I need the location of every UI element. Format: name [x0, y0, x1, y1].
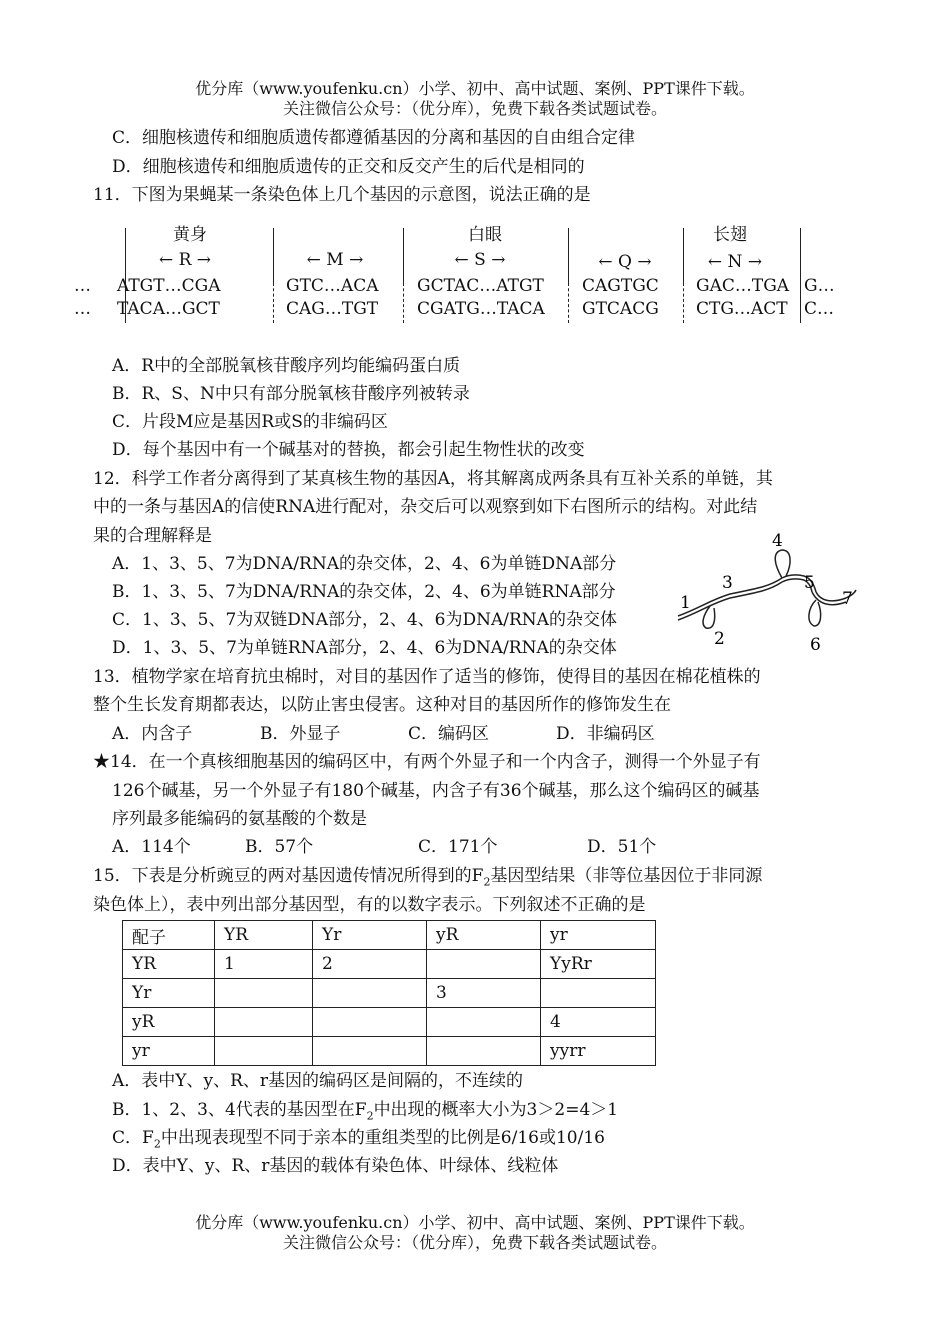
header-line-2: 关注微信公众号：（优分库），免费下载各类试题试卷。 [282, 99, 667, 118]
table-cell: YyRr [541, 950, 656, 979]
table-row [123, 1008, 656, 1037]
q14-option-d: D．51个 [587, 837, 657, 857]
q14-option-a: A．114个 [112, 837, 191, 857]
q12-option-c: C．1、3、5、7为双链DNA部分，2、4、6为DNA/RNA的杂交体 [112, 610, 617, 630]
table-header-cell: yr [541, 921, 656, 950]
gene-r-label: ← R → [158, 250, 212, 270]
strand-ellipsis: … [74, 299, 91, 319]
loop-2 [703, 606, 715, 628]
table-cell: 2 [313, 950, 427, 979]
top-strand-end: G… [804, 276, 835, 296]
footer-line-1: 优分库（www.youfenku.cn）小学、初中、高中试题、案例、PPT课件下载。 [195, 1213, 755, 1232]
gene-boundary-line [568, 228, 569, 283]
q14-stem-3: 序列最多能编码的氨基酸的个数是 [112, 809, 367, 829]
bottom-strand-r: TACA…GCT [117, 299, 220, 319]
figure-label-1: 1 [680, 593, 691, 613]
q12-stem-1: 12．科学工作者分离得到了某真核生物的基因A，将其解离成两条具有互补关系的单链，其 [93, 469, 773, 489]
table-cell [427, 1037, 541, 1066]
table-cell: Yr [123, 979, 215, 1008]
table-header-row [123, 921, 656, 950]
q14-stem-1: ★14．在一个真核细胞基因的编码区中，有两个外显子和一个内含子，测得一个外显子有 [93, 752, 761, 772]
table-cell: 4 [541, 1008, 656, 1037]
trait-long-wing: 长翅 [713, 225, 747, 245]
q13-option-a: A．内含子 [112, 724, 193, 744]
q11-option-d: D．每个基因中有一个碱基对的替换，都会引起生物性状的改变 [112, 440, 585, 460]
table-cell [215, 979, 313, 1008]
bottom-strand-q: GTCACG [582, 299, 659, 319]
table-header-cell: 配子 [123, 921, 215, 950]
gene-boundary-dashed [568, 283, 569, 323]
top-strand-q: CAGTGC [582, 276, 659, 296]
q15-stem-2: 染色体上），表中列出部分基因型，有的以数字表示。下列叙述不正确的是 [93, 895, 646, 915]
gene-boundary-dashed [683, 283, 684, 323]
gene-boundary-dashed [273, 283, 274, 323]
table-cell [541, 979, 656, 1008]
table-cell: 3 [427, 979, 541, 1008]
gene-boundary-dashed [403, 283, 404, 323]
table-cell: yyrr [541, 1037, 656, 1066]
q12-option-d: D．1、3、5、7为单链RNA部分，2、4、6为DNA/RNA的杂交体 [112, 638, 617, 658]
figure-label-6: 6 [810, 635, 821, 655]
q10-option-d: D．细胞核遗传和细胞质遗传的正交和反交产生的后代是相同的 [112, 157, 585, 177]
table-header-cell: YR [215, 921, 313, 950]
loop-6 [809, 600, 821, 626]
q15-option-c: C．$F_2$中出现表现型不同于亲本的重组类型的比例是6/16或10/16 [112, 1128, 605, 1151]
table-cell: yr [123, 1037, 215, 1066]
q11-option-a: A．R中的全部脱氧核苷酸序列均能编码蛋白质 [112, 356, 461, 376]
table-cell [427, 950, 541, 979]
q13-option-b: B．外显子 [260, 724, 341, 744]
q13-option-d: D．非编码区 [556, 724, 655, 744]
q15-stem-1: 15．下表是分析豌豆的两对基因遗传情况所得到的$F_2$基因型结果（非等位基因位于非同源 [93, 866, 763, 889]
q12-stem-2: 中的一条与基因A的信使RNA进行配对，杂交后可以观察到如下右图所示的结构。对此结 [93, 497, 758, 517]
q13-stem-2: 整个生长发育期都表达，以防止害虫侵害。这种对目的基因所作的修饰发生在 [93, 695, 671, 715]
q12-stem-3: 果的合理解释是 [93, 526, 212, 546]
table-cell: YR [123, 950, 215, 979]
table-cell: yR [123, 1008, 215, 1037]
top-strand-r: ATGT…CGA [117, 276, 221, 296]
strand-ellipsis: … [74, 276, 91, 296]
gene-boundary-line [403, 228, 404, 283]
table-row [123, 979, 656, 1008]
top-strand-s: GCTAC…ATGT [417, 276, 544, 296]
table-row [123, 950, 656, 979]
figure-label-2: 2 [714, 629, 725, 649]
gene-boundary-line [273, 228, 274, 283]
table-cell [313, 1008, 427, 1037]
q14-stem-2: 126个碱基，另一个外显子有180个碱基，内含子有36个碱基，那么这个编码区的碱基 [112, 781, 760, 801]
top-strand-n: GAC…TGA [696, 276, 790, 296]
bottom-strand-n: CTG…ACT [696, 299, 788, 319]
q12-option-a: A．1、3、5、7为DNA/RNA的杂交体，2、4、6为单链DNA部分 [112, 554, 617, 574]
q10-option-c: C．细胞核遗传和细胞质遗传都遵循基因的分离和基因的自由组合定律 [112, 128, 636, 148]
bottom-strand-m: CAG…TGT [286, 299, 379, 319]
genotype-table [122, 920, 656, 1066]
table-cell: 1 [215, 950, 313, 979]
q13-option-c: C．编码区 [408, 724, 490, 744]
gene-s-label: ← S → [454, 250, 506, 270]
gene-m-label: ← M → [306, 250, 364, 270]
table-cell [313, 1037, 427, 1066]
footer-line-2: 关注微信公众号：（优分库），免费下载各类试题试卷。 [282, 1233, 667, 1252]
q11-option-c: C．片段M应是基因R或S的非编码区 [112, 412, 388, 432]
figure-label-7: 7 [842, 589, 853, 609]
q14-option-b: B．57个 [245, 837, 314, 857]
q13-stem-1: 13．植物学家在培育抗虫棉时，对目的基因作了适当的修饰，使得目的基因在棉花植株的 [93, 667, 761, 687]
table-row [123, 1037, 656, 1066]
gene-q-label: ← Q → [598, 252, 652, 272]
loop-4 [775, 550, 790, 578]
q12-option-b: B．1、3、5、7为DNA/RNA的杂交体，2、4、6为单链RNA部分 [112, 582, 616, 602]
q11-stem: 11．下图为果蝇某一条染色体上几个基因的示意图，说法正确的是 [93, 185, 591, 205]
q15-option-d: D．表中Y、y、R、r基因的载体有染色体、叶绿体、线粒体 [112, 1156, 559, 1176]
figure-label-3: 3 [722, 573, 733, 593]
q11-option-b: B．R、S、N中只有部分脱氧核苷酸序列被转录 [112, 384, 470, 404]
top-strand-m: GTC…ACA [286, 276, 379, 296]
table-cell [215, 1008, 313, 1037]
table-header-cell: Yr [313, 921, 427, 950]
bottom-strand-s: CGATG…TACA [417, 299, 545, 319]
q15-option-a: A．表中Y、y、R、r基因的编码区是间隔的，不连续的 [112, 1071, 524, 1091]
trait-white-eye: 白眼 [468, 225, 502, 245]
table-cell [313, 979, 427, 1008]
figure-label-4: 4 [772, 531, 783, 551]
table-cell [427, 1008, 541, 1037]
hybrid-structure-figure [670, 528, 860, 658]
gene-n-label: ← N → [707, 252, 763, 272]
gene-boundary-line [800, 228, 801, 323]
header-line-1: 优分库（www.youfenku.cn）小学、初中、高中试题、案例、PPT课件下载。 [195, 79, 755, 98]
q14-option-c: C．171个 [418, 837, 498, 857]
trait-yellow-body: 黄身 [173, 225, 207, 245]
figure-label-5: 5 [804, 573, 815, 593]
table-cell [215, 1037, 313, 1066]
bottom-strand-end: C… [804, 299, 835, 319]
table-header-cell: yR [427, 921, 541, 950]
q15-option-b: B．1、2、3、4代表的基因型在$F_2$中出现的概率大小为3＞2=4＞1 [112, 1100, 619, 1123]
